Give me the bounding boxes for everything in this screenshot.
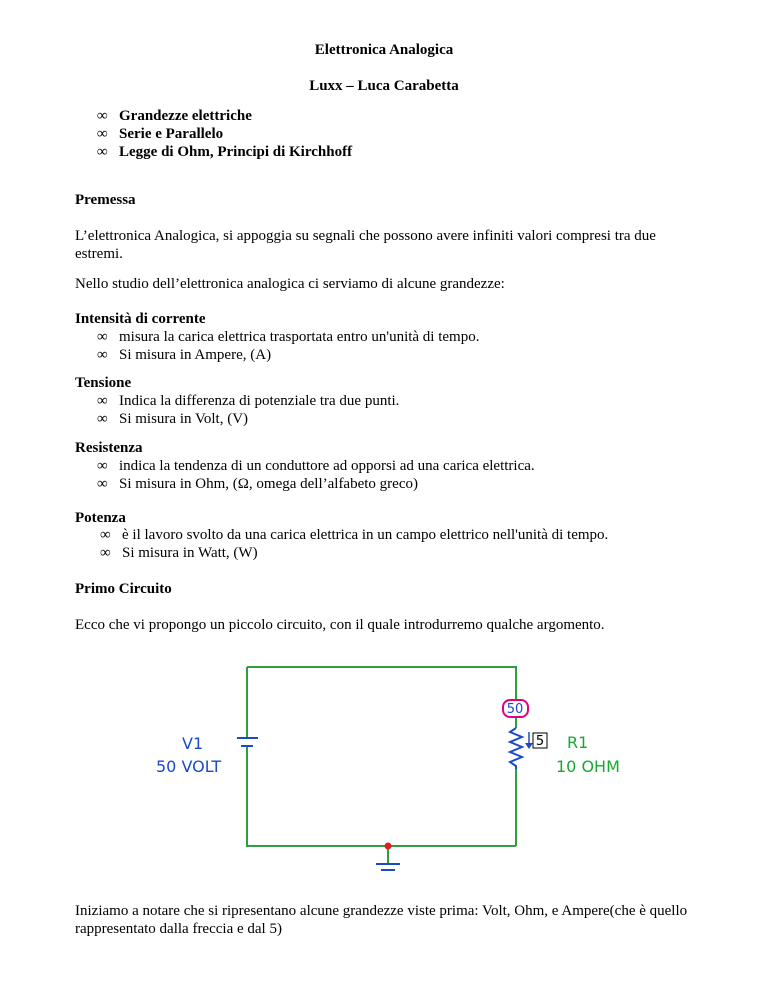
resistor-icon (510, 728, 522, 769)
quantity-heading: Potenza (75, 510, 126, 526)
current-arrow-icon (525, 732, 533, 749)
ground-node-dot (385, 843, 392, 850)
paragraph-grandezze: Nello studio dell’elettronica analogica ci serviamo di alcune grandezze: (75, 276, 505, 292)
resistor-zigzag (510, 728, 522, 769)
r1-value-label: 10 OHM (556, 757, 620, 776)
paragraph-premessa: L’elettronica Analogica, si appoggia su segnali che possono avere infiniti valori compresi tra due estremi. (75, 228, 656, 262)
infinity-bullet-icon: ∞ (97, 411, 108, 427)
ground-icon (376, 864, 400, 870)
paragraph-circuit-intro: Ecco che vi propongo un piccolo circuito, con il quale introdurremo qualche argomento. (75, 617, 605, 633)
voltage-probe-value: 50 (506, 702, 524, 717)
infinity-bullet-icon: ∞ (97, 329, 108, 345)
r1-label: R1 (567, 733, 589, 752)
infinity-bullet-icon: ∞ (97, 476, 108, 492)
battery-icon (237, 738, 258, 746)
infinity-bullet-icon: ∞ (97, 393, 108, 409)
infinity-bullet-icon: ∞ (97, 144, 108, 160)
v1-value-label: 50 VOLT (156, 757, 222, 776)
infinity-bullet-icon: ∞ (100, 527, 111, 543)
section-heading-primo-circuito: Primo Circuito (75, 581, 172, 597)
quantity-heading: Resistenza (75, 440, 143, 456)
bottom-wire (247, 746, 516, 846)
quantity-heading: Tensione (75, 375, 132, 391)
document-author: Luxx – Luca Carabetta (309, 78, 459, 94)
infinity-bullet-icon: ∞ (97, 347, 108, 363)
paragraph-conclusion: Iniziamo a notare che si ripresentano alcune grandezze viste prima: Volt, Ohm, e Ampere(che è quello rappresentato dalla freccia e dal 5) (75, 903, 688, 937)
infinity-bullet-icon: ∞ (97, 108, 108, 124)
infinity-bullet-icon: ∞ (100, 545, 111, 561)
section-heading-premessa: Premessa (75, 192, 136, 208)
circuit-wires (247, 667, 516, 864)
infinity-bullet-icon: ∞ (97, 126, 108, 142)
top-wire (247, 667, 516, 703)
quantity-heading: Intensità di corrente (75, 311, 206, 327)
infinity-bullet-icon: ∞ (97, 458, 108, 474)
current-probe-value: 5 (535, 734, 545, 749)
document-title: Elettronica Analogica (314, 42, 454, 58)
v1-label: V1 (182, 734, 204, 753)
